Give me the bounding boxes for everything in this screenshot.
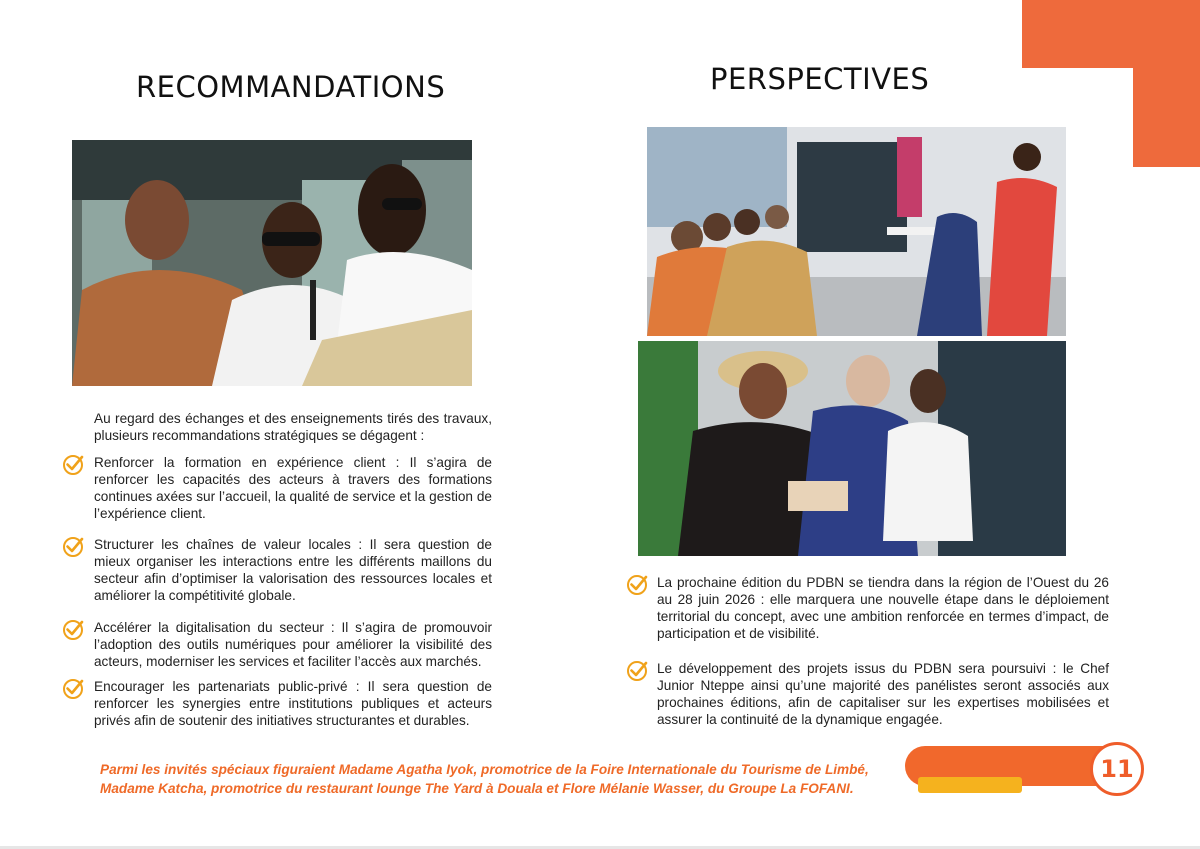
check-circle-icon xyxy=(62,678,84,700)
audience-photo xyxy=(647,127,1066,336)
recommendation-text: Renforcer la formation en expérience client : Il s’agira de renforcer les capacités des acteurs à travers des formations continues axées sur l’accueil, la qualité de service et la gestion de l’expérience client. xyxy=(94,455,492,521)
page-number-badge xyxy=(1090,742,1144,796)
perspective-text: Le développement des projets issus du PDBN sera poursuivi : le Chef Junior Nteppe ainsi qu’une majorité des panélistes seront associés aux prochaines éditions, afin de capitaliser sur les expertises mobilisées et assurer la continuité de la dynamique engagée. xyxy=(657,661,1109,727)
perspective-text: La prochaine édition du PDBN se tiendra dans la région de l’Ouest du 26 au 28 juin 2026 : elle marquera une nouvelle étape dans le déploiement territorial du concept, avec une ambition renforcée en termes d’impact, de participation et de visibilité. xyxy=(657,575,1109,641)
guests-photo xyxy=(638,341,1066,556)
recommendations-title: RECOMMANDATIONS xyxy=(136,70,446,104)
speakers-photo xyxy=(72,140,472,386)
special-guests-note: Parmi les invités spéciaux figuraient Madame Agatha Iyok, promotrice de la Foire Internationale du Tourisme de Limbé, Madame Katcha, promotrice du restaurant lounge The Yard à Douala et Flore Mélanie Wasser, du Groupe La FOFANI. xyxy=(100,762,869,796)
check-circle-icon xyxy=(62,619,84,641)
perspectives-title: PERSPECTIVES xyxy=(710,62,930,96)
check-circle-icon xyxy=(62,454,84,476)
recommendation-text: Encourager les partenariats public-privé : Il sera question de renforcer les synergies entre institutions publiques et acteurs privés afin de soutenir des initiatives structurantes et durables. xyxy=(94,679,492,728)
check-circle-icon xyxy=(62,536,84,558)
check-circle-icon xyxy=(626,660,648,682)
recommendations-intro: Au regard des échanges et des enseignements tirés des travaux, plusieurs recommandations stratégiques se dégagent : xyxy=(94,411,492,443)
recommendation-text: Structurer les chaînes de valeur locales : Il sera question de mieux organiser les interactions entre les différents maillons du secteur afin d’optimiser la valorisation des ressources locales et améliorer la compétitivité globale. xyxy=(94,537,492,603)
recommendation-text: Accélérer la digitalisation du secteur : Il s’agira de promouvoir l’adoption des outils numériques pour améliorer la visibilité des acteurs, moderniser les services et faciliter l’accès aux marchés. xyxy=(94,620,492,669)
page-number-bar-accent xyxy=(918,777,1022,793)
check-circle-icon xyxy=(626,574,648,596)
page-number: 11 xyxy=(1100,755,1134,783)
